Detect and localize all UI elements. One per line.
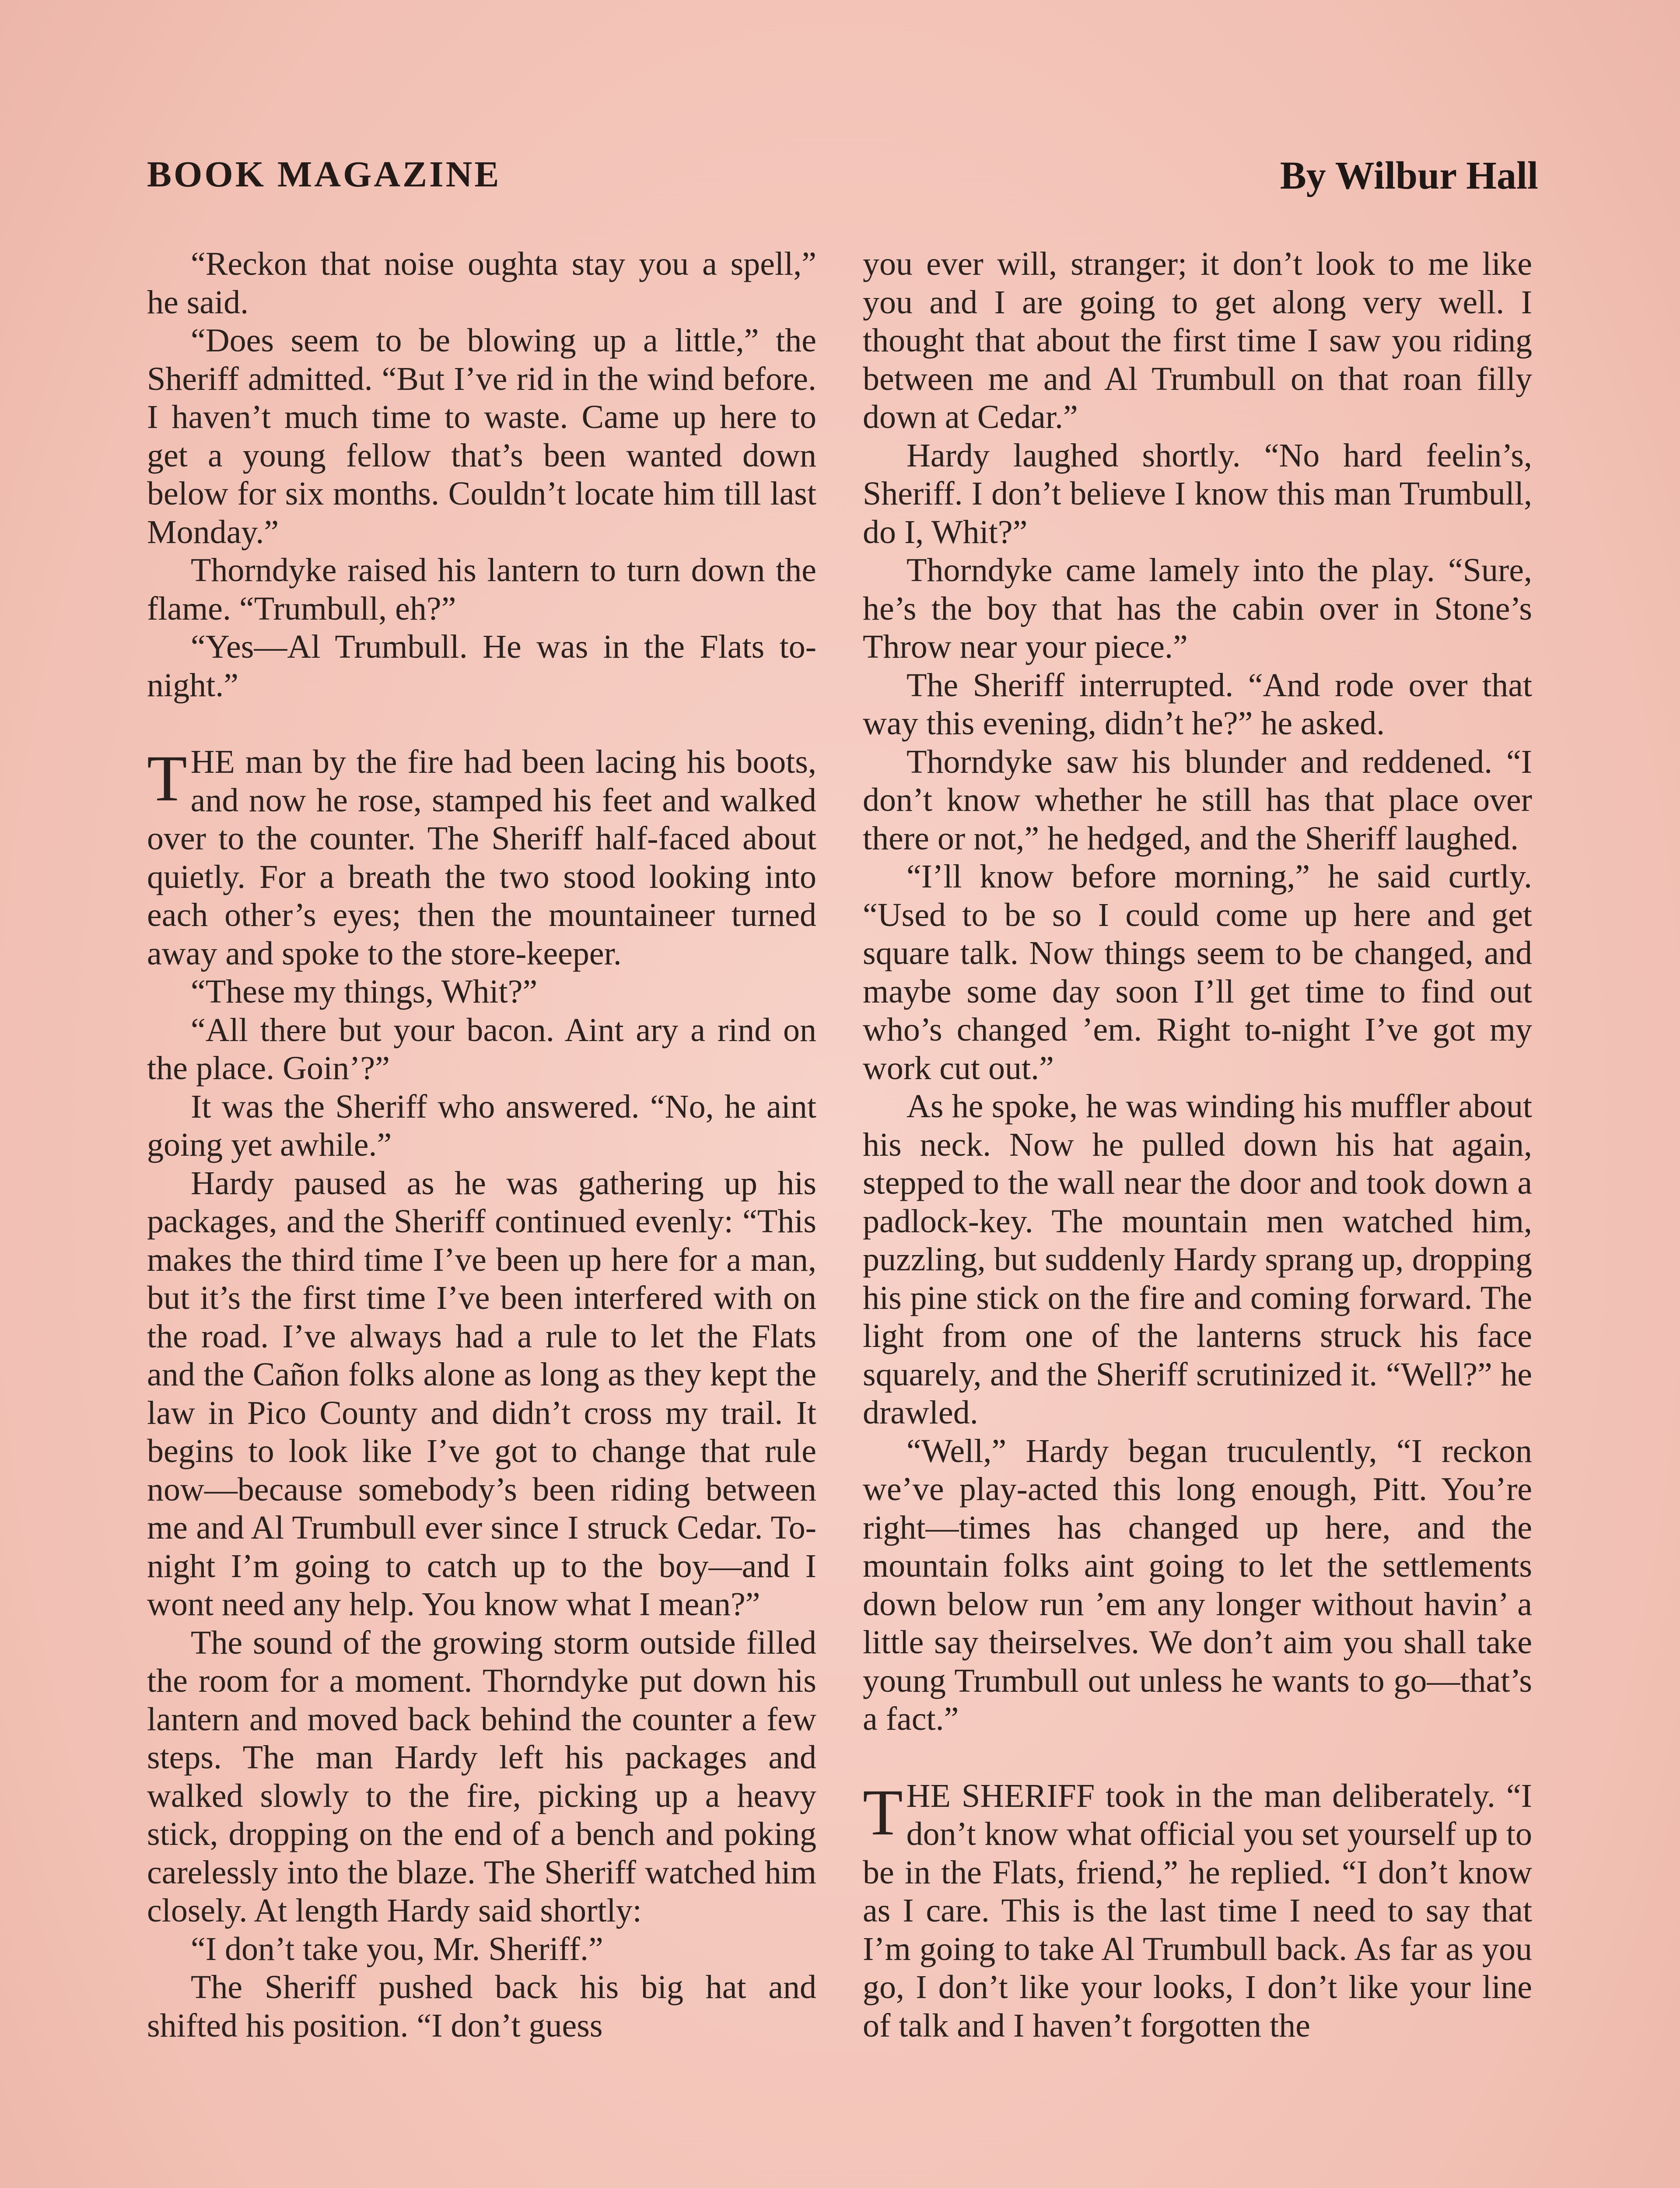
paragraph: “Yes—Al Trumbull. He was in the Flats to-night.” bbox=[147, 628, 816, 704]
paragraph: As he spoke, he was winding his muffler about his neck. Now he pulled down his hat again, stepped to the wall near the door and took down a padlock-key. The mountain men watched him, puzzling, but suddenly Hardy sprang up, dropping his pine stick on the fire and coming forward. The light from one of the lanterns struck his face squarely, and the Sheriff scrutinized it. “Well?” he drawled. bbox=[863, 1088, 1532, 1431]
paragraph: “All there but your bacon. Aint ary a rind on the place. Goin’?” bbox=[147, 1011, 816, 1087]
paragraph: “Does seem to be blowing up a little,” the Sheriff admitted. “But I’ve rid in the wind before. I haven’t much time to waste. Came up here to get a young fellow that’s been wanted down below for six months. Couldn’t locate him till last Monday.” bbox=[147, 322, 816, 551]
paragraph: It was the Sheriff who answered. “No, he aint going yet awhile.” bbox=[147, 1088, 816, 1163]
paragraph bbox=[863, 1777, 1532, 2045]
publication-title: BOOK MAGAZINE bbox=[147, 154, 501, 195]
paragraph: “These my things, Whit?” bbox=[191, 973, 538, 1010]
running-header bbox=[147, 153, 1538, 201]
paragraph: “Well,” Hardy began truculently, “I reckon we’ve play-acted this long enough, Pitt. You’re right—times has changed up here, and the mountain folks aint going to let the settlements down below run ’em any longer without havin’ a little say theirselves. We don’t aim you shall take young Trumbull out unless he wants to go—that’s a fact.” bbox=[863, 1432, 1532, 1737]
paragraph-text: HE SHERIFF took in the man deliberately. “I don’t know what official you set yourself up to be in the Flats, friend,” he replied. “I don’t know as I care. This is the last time I need to say that I’m going to take Al Trumbull back. As far as you go, I don’t like your looks, I don’t like your line of talk and I haven’t forgotten the bbox=[863, 1777, 1532, 2044]
paragraph: “I’ll know before morning,” he said curtly. “Used to be so I could come up here and get square talk. Now things seem to be changed, and maybe some day soon I’ll get time to find out who’s changed ’em. Right to-night I’ve got my work cut out.” bbox=[863, 858, 1532, 1087]
drop-cap-letter: T bbox=[863, 1776, 903, 1849]
left-text-column bbox=[147, 245, 816, 2045]
drop-cap-letter: T bbox=[147, 742, 187, 815]
paragraph: “I don’t take you, Mr. Sheriff.” bbox=[191, 1930, 603, 1967]
paragraph: you ever will, stranger; it don’t look to me like you and I are going to get along very well. I thought that about the first time I saw you riding between me and Al Trumbull on that roan filly down at Cedar.” bbox=[863, 245, 1532, 435]
paragraph-text: HE man by the fire had been lacing his boots, and now he rose, stamped his feet and walked over to the counter. The Sheriff half-faced about quietly. For a breath the two stood looking into each other’s eyes; then the mountaineer turned away and spoke to the store-keeper. bbox=[147, 743, 816, 972]
paragraph: Thorndyke saw his blunder and reddened. “I don’t know whether he still has that place over there or not,” he hedged, and the Sheriff laughed. bbox=[863, 743, 1532, 857]
paragraph: Thorndyke came lamely into the play. “Sure, he’s the boy that has the cabin over in Stone’s Throw near your piece.” bbox=[863, 552, 1532, 665]
paragraph: The Sheriff pushed back his big hat and shifted his position. “I don’t guess bbox=[147, 1969, 816, 2044]
paragraph: Hardy laughed shortly. “No hard feelin’s, Sheriff. I don’t believe I know this man Trumbull, do I, Whit?” bbox=[863, 437, 1532, 551]
paragraph: The Sheriff interrupted. “And rode over that way this evening, didn’t he?” he asked. bbox=[863, 666, 1532, 742]
right-text-column bbox=[863, 245, 1532, 2045]
author-byline: By Wilbur Hall bbox=[1280, 154, 1538, 197]
paragraph: Hardy paused as he was gathering up his packages, and the Sheriff continued evenly: “This makes the third time I’ve been up here for a man, but it’s the first time I’ve been interfered with on the road. I’ve always had a rule to let the Flats and the Cañon folks alone as long as they kept the law in Pico County and didn’t cross my trail. It begins to look like I’ve got to change that rule now—because somebody’s been riding between me and Al Trumbull ever since I struck Cedar. To-night I’m going to catch up to the boy—and I wont need any help. You know what I mean?” bbox=[147, 1164, 816, 1623]
paragraph bbox=[147, 743, 816, 973]
paragraph: “Reckon that noise oughta stay you a spell,” he said. bbox=[147, 245, 816, 321]
paragraph: The sound of the growing storm outside filled the room for a moment. Thorndyke put down his lantern and moved back behind the counter a few steps. The man Hardy left his packages and walked slowly to the fire, picking up a heavy stick, dropping on the end of a bench and poking carelessly into the blaze. The Sheriff watched him closely. At length Hardy said shortly: bbox=[147, 1624, 816, 1929]
paragraph: Thorndyke raised his lantern to turn down the flame. “Trumbull, eh?” bbox=[147, 552, 816, 627]
